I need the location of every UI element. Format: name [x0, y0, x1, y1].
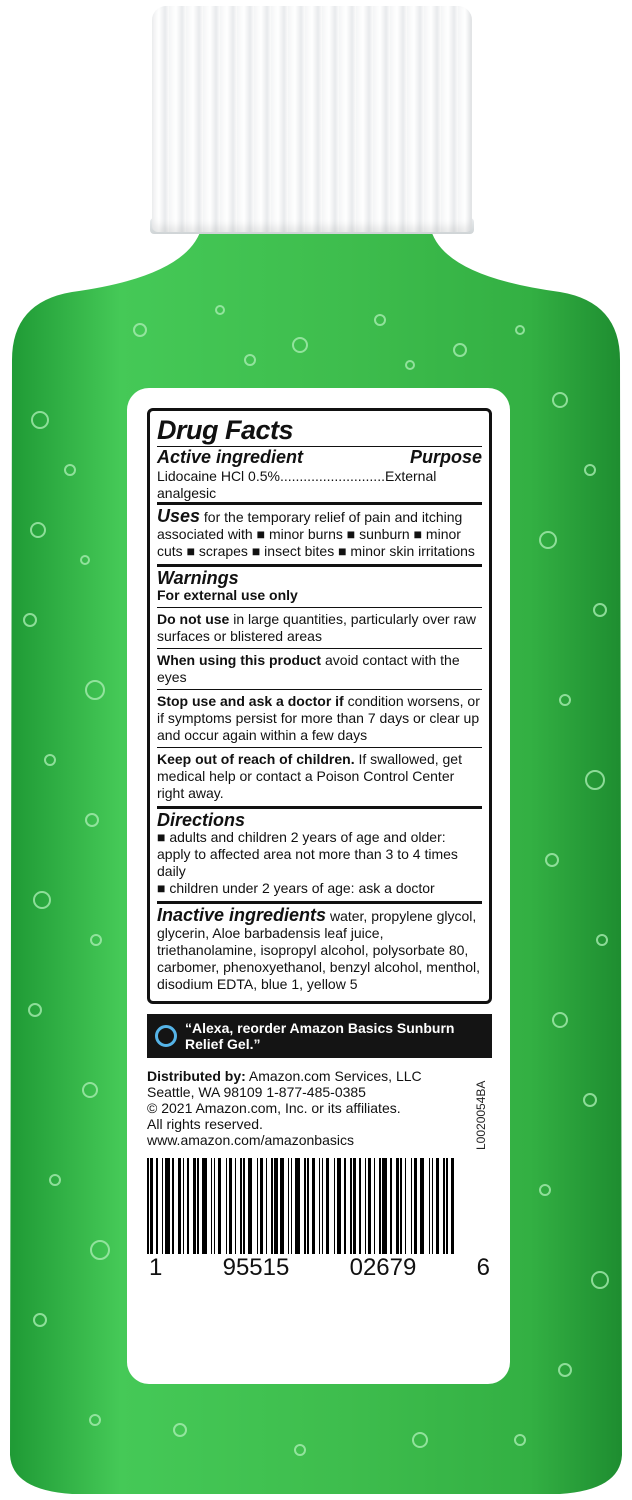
barcode-bar — [405, 1158, 407, 1254]
barcode-bar — [451, 1158, 454, 1254]
barcode-bar — [304, 1158, 306, 1254]
barcode-bar — [350, 1158, 352, 1254]
barcode-bar — [274, 1158, 277, 1254]
barcode-bar — [307, 1158, 309, 1254]
barcode-digit-group: 02679 — [349, 1254, 417, 1281]
barcode-bar — [319, 1158, 321, 1254]
inactive-heading: Inactive ingredients — [157, 905, 327, 925]
do-not-use-label: Do not use — [157, 611, 230, 627]
barcode-bar — [291, 1158, 293, 1254]
active-ingredient-header — [157, 446, 482, 468]
barcode-bar — [382, 1158, 387, 1254]
barcode-bar — [400, 1158, 402, 1254]
barcode-bar — [211, 1158, 213, 1254]
directions-heading: Directions — [157, 810, 246, 830]
barcode-bar — [390, 1158, 392, 1254]
alexa-text: “Alexa, reorder Amazon Basics Sunburn Relief Gel.” — [185, 1020, 455, 1052]
barcode-bar — [420, 1158, 425, 1254]
stop-use-text: condition worsens, or if symptoms persist for more than 7 days or clear up and occur again within a few days — [157, 693, 480, 743]
stop-use — [157, 689, 482, 744]
barcode-bar — [414, 1158, 417, 1254]
barcode-bar — [312, 1158, 315, 1254]
barcode-bar — [368, 1158, 371, 1254]
drug-facts-panel — [147, 408, 492, 1004]
uses-text: for the temporary relief of pain and itching associated with ■ minor burns ■ sunburn ■ minor cuts ■ scrapes ■ insect bites ■ minor skin irritations — [157, 509, 475, 559]
website: www.amazon.com/amazonbasics — [147, 1132, 354, 1148]
inactive-text: water, propylene glycol, glycerin, Aloe barbadensis leaf juice, triethanolamine, isopropyl alcohol, polysorbate 80, carbomer, phenoxyethanol, benzyl alcohol, menthol, disodium EDTA, blue 1, yellow 5 — [157, 908, 480, 992]
barcode-bar — [271, 1158, 273, 1254]
barcode-bar — [229, 1158, 232, 1254]
barcode-bar — [178, 1158, 181, 1254]
uses-section — [157, 502, 482, 564]
barcode-bar — [150, 1158, 153, 1254]
drug-facts-title: Drug Facts — [157, 415, 294, 445]
barcode-bar — [326, 1158, 329, 1254]
keep-out — [157, 747, 482, 802]
barcode-digit-group: 1 — [149, 1254, 163, 1281]
do-not-use-text: in large quantities, particularly over raw surfaces or blistered areas — [157, 611, 477, 644]
barcode — [147, 1158, 492, 1254]
distributor-info — [147, 1068, 492, 1148]
alexa-ring-icon — [155, 1025, 177, 1047]
barcode-bar — [379, 1158, 381, 1254]
barcode-bar — [446, 1158, 448, 1254]
barcode-bar — [260, 1158, 263, 1254]
alexa-banner — [147, 1014, 492, 1058]
external-use-text: For external use only — [157, 587, 298, 603]
barcode-bar — [334, 1158, 336, 1254]
copyright: © 2021 Amazon.com, Inc. or its affiliates. — [147, 1100, 401, 1116]
barcode-bar — [235, 1158, 237, 1254]
barcode-digit-group: 95515 — [222, 1254, 290, 1281]
barcode-bar — [266, 1158, 268, 1254]
keep-out-label: Keep out of reach of children. — [157, 751, 355, 767]
active-ingredient-line: Lidocaine HCl 0.5%...........................External analgesic — [157, 468, 437, 501]
distributed-text: Amazon.com Services, LLC — [245, 1068, 422, 1084]
barcode-bar — [187, 1158, 189, 1254]
barcode-bar — [337, 1158, 342, 1254]
purpose-heading: Purpose — [409, 447, 482, 467]
barcode-bar — [147, 1158, 149, 1254]
barcode-bar — [162, 1158, 164, 1254]
barcode-bar — [396, 1158, 399, 1254]
barcode-bar — [436, 1158, 439, 1254]
barcode-bar — [280, 1158, 283, 1254]
barcode-bar — [202, 1158, 207, 1254]
barcode-bar — [214, 1158, 216, 1254]
barcode-bar — [156, 1158, 158, 1254]
barcode-bar — [359, 1158, 361, 1254]
keep-out-text: If swallowed, get medical help or contact a Poison Control Center right away. — [157, 751, 462, 801]
directions-section — [157, 806, 482, 901]
barcode-bar — [374, 1158, 376, 1254]
barcode-bar — [165, 1158, 170, 1254]
barcode-bar — [197, 1158, 199, 1254]
direction-item: ■ adults and children 2 years of age and older: apply to affected area not more than 3 to 4 times daily — [157, 829, 458, 879]
barcode-bar — [443, 1158, 445, 1254]
inactive-section — [157, 901, 482, 997]
barcode-digit-group: 6 — [476, 1254, 490, 1281]
barcode-bar — [353, 1158, 356, 1254]
barcode-bar — [295, 1158, 300, 1254]
rights: All rights reserved. — [147, 1116, 263, 1132]
when-using — [157, 648, 482, 686]
bottle-cap — [152, 6, 472, 232]
distributed-label: Distributed by: — [147, 1068, 246, 1084]
do-not-use — [157, 607, 482, 645]
product-label — [127, 388, 510, 1384]
stop-use-label: Stop use and ask a doctor if — [157, 693, 344, 709]
lot-code: L0020054BA — [474, 1080, 488, 1150]
barcode-bar — [257, 1158, 259, 1254]
when-using-label: When using this product — [157, 652, 322, 668]
barcode-bar — [432, 1158, 434, 1254]
barcode-bar — [183, 1158, 185, 1254]
barcode-bar — [240, 1158, 242, 1254]
warnings-heading: Warnings — [157, 568, 239, 588]
barcode-bar — [344, 1158, 346, 1254]
barcode-bar — [288, 1158, 290, 1254]
barcode-bar — [172, 1158, 174, 1254]
barcode-bar — [226, 1158, 228, 1254]
barcode-bar — [193, 1158, 196, 1254]
direction-item: ■ children under 2 years of age: ask a doctor — [157, 880, 435, 896]
barcode-bar — [365, 1158, 367, 1254]
barcode-bar — [218, 1158, 221, 1254]
barcode-digits — [147, 1254, 492, 1282]
warnings-section — [157, 564, 482, 806]
barcode-bar — [411, 1158, 413, 1254]
barcode-bar — [243, 1158, 245, 1254]
uses-heading: Uses — [157, 506, 201, 526]
address: Seattle, WA 98109 1-877-485-0385 — [147, 1084, 366, 1100]
barcode-bar — [429, 1158, 431, 1254]
barcode-bar — [322, 1158, 324, 1254]
active-ingredient-heading: Active ingredient — [157, 447, 304, 467]
when-using-text: avoid contact with the eyes — [157, 652, 460, 685]
barcode-bar — [248, 1158, 253, 1254]
